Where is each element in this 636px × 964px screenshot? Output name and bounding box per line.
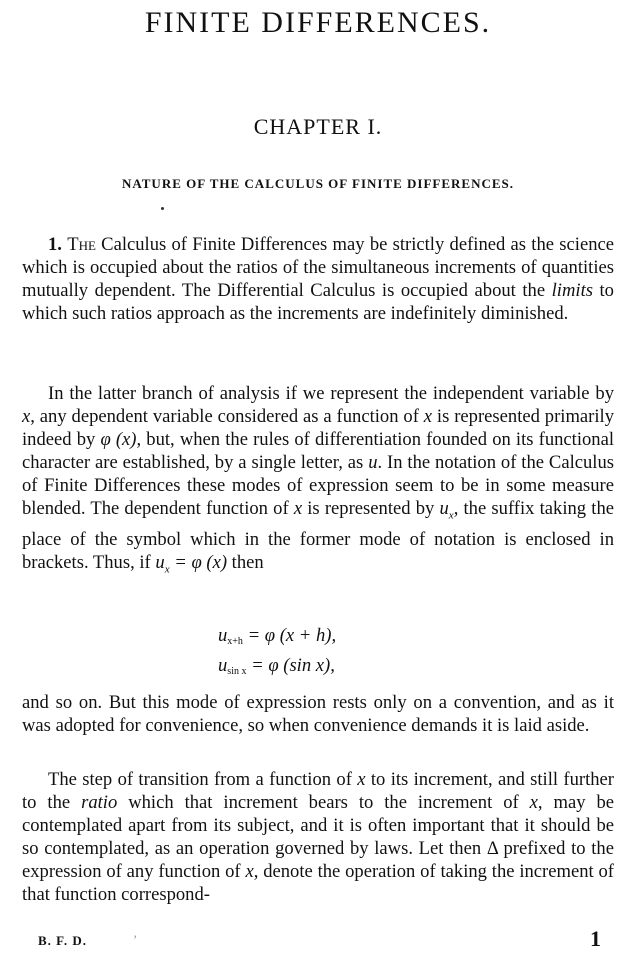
var-x: x: [423, 406, 433, 427]
emphasis-limits: limits: [551, 280, 593, 301]
eq1-rhs: = φ (x + h),: [242, 625, 337, 646]
var-u: u: [368, 452, 378, 473]
chapter-subtitle: NATURE OF THE CALCULUS OF FINITE DIFFERENCES.: [121, 176, 515, 191]
p4-text-2: to its increment, and still further to the: [22, 769, 614, 813]
p4-text-3: which that increment bears to the increment of: [117, 792, 530, 813]
paragraph-4: [22, 768, 614, 906]
page-number: 1: [590, 926, 601, 951]
inline-equation: = φ (x): [174, 551, 228, 573]
eq2-base: u: [218, 655, 228, 676]
equation-1: [218, 624, 336, 653]
p2-text-4: , but, when the rules of differentiation founded on its functional character are established, by a single letter, as: [22, 429, 615, 473]
u-base: u: [155, 551, 165, 573]
u-base: u: [439, 498, 449, 519]
p2-text-7: , the suffix taking the place of the symbol which in the former mode of notation is enclosed in brackets. Thus, if: [22, 498, 614, 573]
eq2-subscript: sin x: [227, 666, 247, 677]
p4-text-1: The step of transition from a function of: [48, 769, 358, 790]
u-subscript: x: [448, 509, 454, 522]
paragraph-1-text-b: to which such ratios approach as the increments are indefinitely diminished.: [22, 280, 614, 324]
section-number: 1.: [48, 234, 62, 255]
paragraph-3: and so on. But this mode of expression rests only on a convention, and as it was adopted for convenience, so when convenience demands it is laid aside.: [22, 692, 614, 736]
p4-text-5: , denote the operation of taking the increment of that function correspond-: [22, 861, 614, 905]
p4-text-4: , may be contemplated apart from its subject, and it is often important that it should be so contemplated, as an operation governed by laws. Let then Δ prefixed to the expression of any function of: [22, 792, 615, 882]
paragraph-2: [22, 382, 614, 581]
paragraph-lead: The: [67, 234, 96, 255]
var-x: x: [22, 406, 31, 427]
footer-mark: ’: [133, 932, 138, 947]
emphasis-ratio: ratio: [81, 792, 118, 813]
p2-text-5: . In the notation of the Calculus of Finite Differences these modes of expression seem to be in some measure blended. The dependent function of: [22, 452, 614, 519]
var-x: x: [245, 861, 254, 882]
p2-text-2: , any dependent variable considered as a function of: [30, 406, 424, 427]
p2-text-3: is represented primarily indeed by: [22, 406, 614, 450]
p2-text-8: then: [227, 551, 264, 573]
paragraph-1: [22, 233, 614, 325]
eq1-base: u: [218, 625, 228, 646]
var-x: x: [293, 498, 303, 519]
p2-text-1: In the latter branch of analysis if we represent the independent variable by: [48, 383, 614, 404]
u-subscript: x: [164, 563, 170, 576]
var-x: x: [357, 769, 366, 790]
u-sub-x-inline: [155, 551, 170, 576]
eq1-subscript: x+h: [227, 636, 243, 647]
equation-2: [218, 654, 335, 683]
ink-speck: [161, 207, 164, 210]
var-x: x: [529, 792, 538, 813]
signature-mark: B. F. D.: [38, 933, 88, 948]
eq2-rhs: = φ (sin x),: [246, 655, 335, 676]
chapter-heading: CHAPTER I.: [253, 114, 383, 139]
u-sub-x: [439, 498, 454, 522]
phi-of-x: φ (x): [100, 429, 137, 450]
p2-text-6: is represented by: [302, 498, 440, 519]
page-title: FINITE DIFFERENCES.: [144, 6, 492, 39]
paragraph-1-text-a: Calculus of Finite Differences may be strictly defined as the science which is occupied about the ratios of the simultaneous increments of quantities mutually dependent. The Differential Calculus is occupied about the: [22, 234, 614, 301]
